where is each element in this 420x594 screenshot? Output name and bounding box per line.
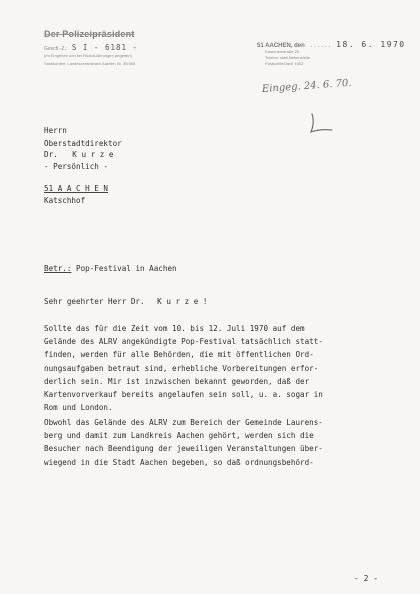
dateline: 51 AACHEN, den ...... 18. 6. 1970: [257, 40, 406, 49]
dateline-date: 18. 6. 1970: [336, 40, 406, 49]
recipient-name-prefix: Dr.: [44, 150, 58, 159]
subject-text: Pop-Festival in Aachen: [76, 264, 177, 273]
paragraph-1-line: Gelände des ALRV angekündigte Pop-Festival tatsächlich statt-: [44, 337, 323, 347]
contact-line-3: Postschließfach 1002: [265, 61, 304, 66]
paragraph-1-line: derlich sein. Mir ist inzwischen bekannt geworden, daß der: [44, 376, 310, 386]
recipient-personal: - Persönlich -: [44, 162, 109, 171]
greeting-name: K u r z e !: [157, 297, 208, 306]
body-paragraph-2: [44, 416, 323, 469]
reference-note: (Im Eingehen und bei Rückäußerungen angeben): [44, 53, 132, 58]
paragraph-2-line: Besucher nach Beendigung der jeweiligen Veranstaltungen über-: [44, 444, 323, 454]
reference-label: Gesch.-Z.:: [44, 46, 68, 52]
received-handwritten-note: Eingeg. 24. 6. 70.: [261, 77, 352, 95]
paragraph-1-line: Sollte das für die Zeit vom 10. bis 12. Juli 1970 auf dem: [44, 324, 305, 333]
recipient-title: Oberstadtdirektor: [44, 139, 122, 148]
paragraph-2-line: Obwohl das Gelände des ALRV zum Bereich der Gemeinde Laurens-: [44, 418, 323, 427]
greeting-text: Sehr geehrter Herr Dr.: [44, 297, 145, 306]
bank-details: Sankkonten: Landeszentralbank Aachen Nr. 39/465: [44, 61, 136, 66]
paragraph-2-line: berg und damit zum Landkreis Aachen gehört, werden sich die: [44, 431, 314, 441]
recipient-salutation: Herrn: [44, 126, 67, 135]
subject-label: Betr.:: [44, 264, 72, 273]
paragraph-1-line: nungsaufgaben betraut sind, erhebliche Vorbereitungen erfor-: [44, 363, 319, 373]
greeting-line: [44, 297, 207, 306]
recipient-street: Katschhof: [44, 196, 86, 205]
letterhead-authority: Der Polizeipräsident: [44, 29, 135, 39]
subject-line: [44, 264, 177, 273]
reference-value: S I - 6181 -: [71, 43, 139, 52]
recipient-name: K u r z e: [72, 150, 114, 159]
contact-line-1: Kasernenstraße 25: [265, 49, 300, 54]
paragraph-1-line: Kartenvorverkauf bereits angelaufen sein soll, u. a. sogar in: [44, 390, 323, 400]
page-continuation-marker: - 2 -: [354, 574, 379, 583]
contact-line-2: Telefon: statt Nebenstelle: [265, 55, 310, 60]
recipient-name-line: [44, 150, 113, 159]
reference-number: [44, 43, 138, 52]
dateline-place: 51 AACHEN, den: [257, 43, 305, 49]
paragraph-1-line: finden, werden für alle Behörden, die mit öffentlichen Ord-: [44, 350, 314, 360]
body-paragraph-1: [44, 322, 323, 414]
paragraph-1-line: Rom und London.: [44, 403, 113, 413]
paragraph-2-line: wiegend in die Stadt Aachen begeben, so daß ordnungsbehörd-: [44, 457, 314, 467]
recipient-city: 51 A A C H E N: [44, 184, 109, 193]
handwritten-initial-mark: [308, 112, 338, 136]
